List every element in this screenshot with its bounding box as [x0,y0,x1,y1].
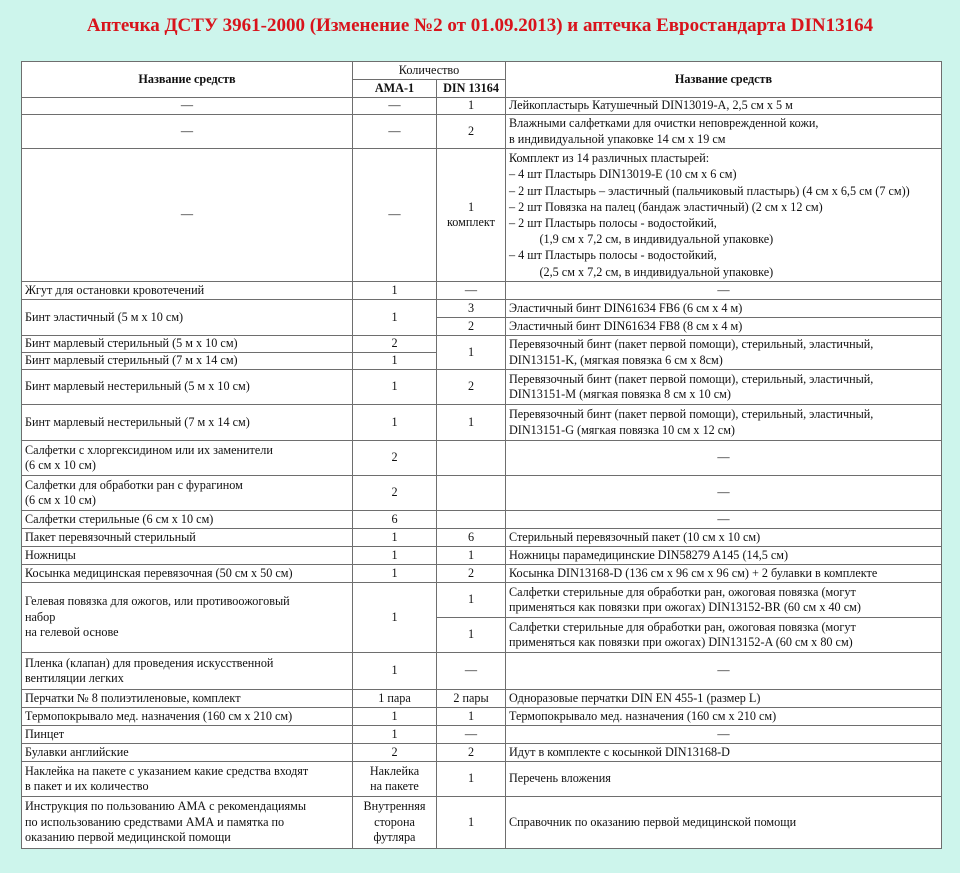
header-name-left: Название средств [22,62,353,98]
ama-quantity: 1 [353,565,437,583]
ama-quantity: 1 [353,708,437,726]
table-row [22,476,942,511]
first-aid-kit-comparison-table [21,61,942,849]
din-quantity: 2 [437,744,506,762]
din-quantity: — [437,653,506,690]
ama-quantity: Внутренняя сторона футляра [353,797,437,849]
item-name: — [22,98,353,115]
din-quantity [437,511,506,529]
table-row [22,726,942,744]
din-quantity: 1 [437,618,506,653]
header-ama: АМА-1 [353,80,437,98]
din-item-description: Эластичный бинт DIN61634 FB6 (6 см х 4 м) [506,300,942,318]
table-row [22,405,942,441]
din-item-description: Термопокрывало мед. назначения (160 см х 210 см) [506,708,942,726]
header-quantity: Количество [353,62,506,80]
item-name: Салфетки для обработки ран с фурагином (6 см х 10 см) [22,476,353,511]
din-quantity: 2 [437,318,506,336]
ama-quantity: 1 пара [353,690,437,708]
ama-quantity: 1 [353,282,437,300]
din-item-description: Лейкопластырь Катушечный DIN13019-A, 2,5 см x 5 м [506,98,942,115]
item-name: Салфетки с хлоргексидином или их заменители (6 см х 10 см) [22,441,353,476]
table-row [22,149,942,282]
din-item-description: Эластичный бинт DIN61634 FB8 (8 см х 4 м) [506,318,942,336]
din-item-description: Косынка DIN13168-D (136 см х 96 см х 96 см) + 2 булавки в комплекте [506,565,942,583]
din-item-description: — [506,653,942,690]
table-row [22,653,942,690]
item-name: Пинцет [22,726,353,744]
din-item-description: Комплект из 14 различных пластырей: – 4 шт Пластырь DIN13019-E (10 см х 6 см) – 2 шт Пластырь – эластичный (пальчиковый пластырь) (4 см х 6,5 см (7 см)) – 2 шт Повязка на палец (бандаж эластичный) (2 см х 12 см) – 2 шт Пластырь полосы - водостойкий, (1,9 см х 7,2 см, в индивидуальной упаковке) – 4 шт Пластырь полосы - водостойкий, (2,5 см х 7,2 см, в индивидуальной упаковке) [506,149,942,282]
ama-quantity: 2 [353,744,437,762]
ama-quantity: 1 [353,726,437,744]
header-name-right: Название средств [506,62,942,98]
ama-quantity: 1 [353,529,437,547]
ama-quantity: 2 [353,476,437,511]
din-item-description: Перевязочный бинт (пакет первой помощи), стерильный, эластичный, DIN13151-K, (мягкая повязка 6 см х 8см) [506,336,942,370]
din-quantity: 2 [437,115,506,149]
din-quantity [437,476,506,511]
table-row [22,708,942,726]
din-quantity: — [437,726,506,744]
table-row [22,762,942,797]
ama-quantity: — [353,98,437,115]
ama-quantity: 1 [353,353,437,370]
ama-quantity: — [353,115,437,149]
table-row [22,565,942,583]
item-name: Косынка медицинская перевязочная (50 см х 50 см) [22,565,353,583]
din-quantity: 1 [437,797,506,849]
item-name: Бинт эластичный (5 м х 10 см) [22,300,353,336]
ama-quantity: 1 [353,583,437,653]
ama-quantity: 6 [353,511,437,529]
item-name: Инструкция по пользованию АМА с рекомендациямы по использованию средствами АМА и памятка по оказанию первой медицинской помощи [22,797,353,849]
din-item-description: Перевязочный бинт (пакет первой помощи), стерильный, эластичный, DIN13151-G (мягкая повязка 10 см х 12 см) [506,405,942,441]
din-quantity: 1 [437,98,506,115]
item-name: Наклейка на пакете с указанием какие средства входят в пакет и их количество [22,762,353,797]
din-item-description: Одноразовые перчатки DIN EN 455-1 (размер L) [506,690,942,708]
din-item-description: Влажными салфетками для очистки неповрежденной кожи, в индивидуальной упаковке 14 см х 19 см [506,115,942,149]
din-quantity: 1 [437,336,506,370]
din-quantity: 2 [437,565,506,583]
din-item-description: — [506,476,942,511]
item-name: Бинт марлевый нестерильный (7 м х 14 см) [22,405,353,441]
din-item-description: — [506,726,942,744]
item-name: Бинт марлевый нестерильный (5 м х 10 см) [22,370,353,405]
table-row [22,529,942,547]
table-row [22,300,942,318]
table-row [22,115,942,149]
item-name: — [22,115,353,149]
din-item-description: Перевязочный бинт (пакет первой помощи), стерильный, эластичный, DIN13151-M (мягкая повязка 8 см х 10 см) [506,370,942,405]
din-quantity: 1 [437,708,506,726]
din-quantity: 2 пары [437,690,506,708]
table-row [22,690,942,708]
item-name: Бинт марлевый стерильный (5 м х 10 см) [22,336,353,353]
din-item-description: Ножницы парамедицинские DIN58279 A145 (14,5 см) [506,547,942,565]
header-din: DIN 13164 [437,80,506,98]
table-row [22,441,942,476]
din-quantity: 6 [437,529,506,547]
din-quantity: 1 [437,583,506,618]
ama-quantity: — [353,149,437,282]
din-item-description: Справочник по оказанию первой медицинской помощи [506,797,942,849]
table-row [22,336,942,353]
table-row [22,744,942,762]
din-item-description: Перечень вложения [506,762,942,797]
ama-quantity: 1 [353,653,437,690]
item-name: Термопокрывало мед. назначения (160 см х 210 см) [22,708,353,726]
din-item-description: Салфетки стерильные для обработки ран, ожоговая повязка (могут применяться как повязки при ожогах) DIN13152-A (60 см х 80 см) [506,618,942,653]
din-item-description: — [506,441,942,476]
din-item-description: Салфетки стерильные для обработки ран, ожоговая повязка (могут применяться как повязки при ожогах) DIN13152-BR (60 см х 40 см) [506,583,942,618]
item-name: Перчатки № 8 полиэтиленовые, комплект [22,690,353,708]
ama-quantity: 1 [353,300,437,336]
table-row [22,98,942,115]
din-quantity: 1 [437,762,506,797]
item-name: Жгут для остановки кровотечений [22,282,353,300]
ama-quantity: 1 [353,405,437,441]
ama-quantity: Наклейка на пакете [353,762,437,797]
ama-quantity: 2 [353,441,437,476]
din-item-description: Стерильный перевязочный пакет (10 см х 10 см) [506,529,942,547]
table-row [22,797,942,849]
table-row [22,583,942,618]
ama-quantity: 1 [353,547,437,565]
din-quantity: 1 комплект [437,149,506,282]
ama-quantity: 1 [353,370,437,405]
din-quantity: 1 [437,547,506,565]
ama-quantity: 2 [353,336,437,353]
item-name: Ножницы [22,547,353,565]
din-quantity: 1 [437,405,506,441]
item-name: Салфетки стерильные (6 см х 10 см) [22,511,353,529]
din-item-description: — [506,282,942,300]
item-name: — [22,149,353,282]
din-item-description: Идут в комплекте с косынкой DIN13168-D [506,744,942,762]
din-quantity: 3 [437,300,506,318]
din-quantity: 2 [437,370,506,405]
din-quantity [437,441,506,476]
table-row [22,511,942,529]
din-item-description: — [506,511,942,529]
table-row [22,370,942,405]
item-name: Булавки английские [22,744,353,762]
document-title: Аптечка ДСТУ 3961-2000 (Изменение №2 от 01.09.2013) и аптечка Евростандарта DIN13164 [86,15,874,36]
item-name: Бинт марлевый стерильный (7 м х 14 см) [22,353,353,370]
item-name: Гелевая повязка для ожогов, или противоожоговый набор на гелевой основе [22,583,353,653]
table-row [22,282,942,300]
din-quantity: — [437,282,506,300]
item-name: Пленка (клапан) для проведения искусственной вентиляции легких [22,653,353,690]
table-row [22,547,942,565]
item-name: Пакет перевязочный стерильный [22,529,353,547]
